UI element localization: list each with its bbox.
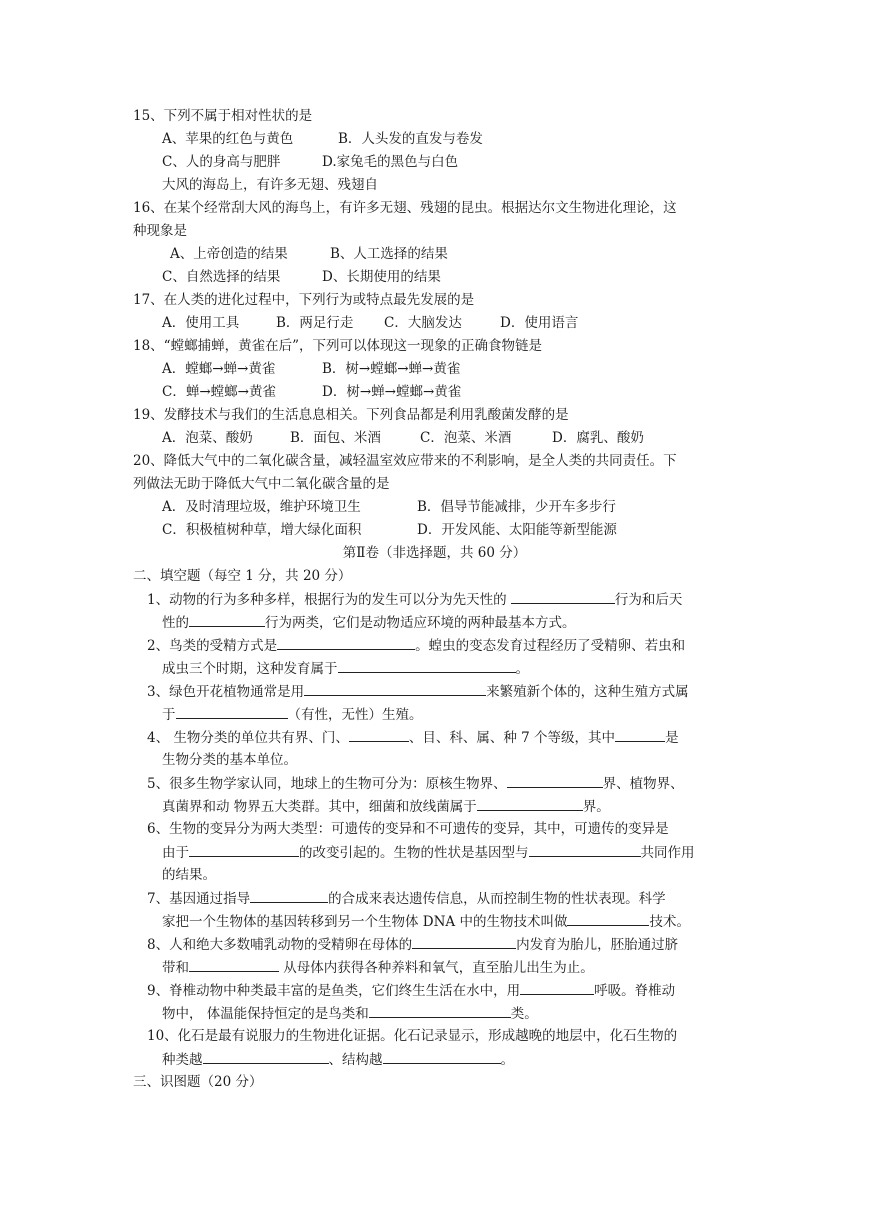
q18-option-c: C．蝉→螳螂→黄雀: [162, 384, 276, 400]
q20-option-d: D．开发风能、太阳能等新型能源: [417, 522, 617, 538]
q16-stem-line1: 16、在某个经常刮大风的海鸟上，有许多无翅、残翅的昆虫。根据达尔文生物进化理论，这: [133, 200, 677, 216]
fill7-line2: 家把一个生物体的基因转移到另一个生物体 DNA 中的生物技术叫做 技术。: [162, 911, 690, 931]
fill7-blank1[interactable]: [250, 888, 328, 903]
fill8-line1: 8、人和绝大多数哺乳动物的受精卵在母体的 内发育为胎儿，胚胎通过脐: [147, 934, 678, 954]
q17-option-d: D．使用语言: [500, 315, 579, 331]
fill4-line2: 生物分类的基本单位。: [162, 752, 297, 768]
q16-option-b: B、人工选择的结果: [330, 246, 448, 262]
fill2-line1: 2、鸟类的受精方式是 。蝗虫的变态发育过程经历了受精卵、若虫和: [147, 635, 685, 655]
q16-option-c: C、自然选择的结果: [162, 269, 281, 285]
q19-option-b: B．面包、米酒: [290, 430, 381, 446]
fill6-line1: 6、生物的变异分为两大类型：可遗传的变异和不可遗传的变异，其中，可遗传的变异是: [147, 821, 669, 837]
q20-stem-line1: 20、降低大气中的二氧化碳含量，减轻温室效应带来的不利影响，是全人类的共同责任。下: [133, 453, 677, 469]
q16-option-d: D、长期使用的结果: [322, 269, 441, 285]
fill2-blank2[interactable]: [338, 658, 516, 673]
fill1-blank1[interactable]: [511, 589, 615, 604]
q18-option-d: D．树→蝉→螳螂→黄雀: [322, 384, 462, 400]
fill10-blank1[interactable]: [203, 1049, 329, 1064]
fill10-blank2[interactable]: [383, 1049, 501, 1064]
q18-stem: 18、“螳螂捕蝉，黄雀在后”，下列可以体现这一现象的正确食物链是: [133, 338, 542, 354]
part2-title: 第Ⅱ卷（非选择题，共 60 分）: [342, 545, 527, 561]
q15-stem: 15、下列不属于相对性状的是: [133, 108, 313, 124]
q16-stem-line2: 种现象是: [133, 223, 187, 239]
fill5-line2: 真菌界和动 物界五大类群。其中，细菌和放线菌属于 界。: [162, 796, 610, 816]
q15-option-b: B．人头发的直发与卷发: [338, 131, 483, 147]
q20-stem-line2: 列做法无助于降低大气中二氧化碳含量的是: [133, 476, 390, 492]
q17-option-a: A．使用工具: [162, 315, 240, 331]
fill4-blank2[interactable]: [615, 727, 665, 742]
fill2-line2: 成虫三个时期，这种发育属于 。: [162, 658, 529, 678]
fill8-line2: 带和 从母体内获得各种养料和氧气，直至胎儿出生为止。: [162, 957, 594, 977]
q17-option-c: C．大脑发达: [384, 315, 462, 331]
fill1-line1: 1、动物的行为多种多样，根据行为的发生可以分为先天性的 行为和后天: [147, 589, 682, 609]
fill7-line1: 7、基因通过指导 的合成来表达遗传信息，从而控制生物的性状表现。科学: [147, 888, 666, 908]
q18-option-a: A．螳螂→蝉→黄雀: [162, 361, 276, 377]
q20-option-c: C．积极植树种草，增大绿化面积: [162, 522, 362, 538]
q18-option-b: B．树→螳螂→蝉→黄雀: [322, 361, 461, 377]
q17-option-b: B．两足行走: [276, 315, 354, 331]
q15-option-d: D.家兔毛的黑色与白色: [322, 154, 459, 170]
fill8-blank1[interactable]: [412, 934, 516, 949]
section3-title: 三、识图题（20 分）: [133, 1074, 263, 1090]
fill6-line3: 的结果。: [162, 867, 216, 883]
fill9-blank2[interactable]: [369, 1003, 511, 1018]
fill1-blank2[interactable]: [189, 612, 265, 627]
fill10-line1: 10、化石是最有说服力的生物进化证据。化石记录显示，形成越晚的地层中，化石生物的: [147, 1028, 678, 1044]
q19-option-c: C．泡菜、米酒: [420, 430, 512, 446]
fill4-blank1[interactable]: [349, 727, 409, 742]
q16-option-a: A、上帝创造的结果: [170, 246, 288, 262]
fill5-line1: 5、很多生物学家认同，地球上的生物可分为：原核生物界、 界、植物界、: [147, 773, 684, 793]
fill1-line2: 性的 行为两类，它们是动物适应环境的两种最基本方式。: [162, 612, 576, 632]
fill3-blank2[interactable]: [176, 704, 288, 719]
fill3-line2: 于 （有性，无性）生殖。: [162, 704, 423, 724]
fill5-blank1[interactable]: [507, 773, 603, 788]
fill3-line1: 3、绿色开花植物通常是用 来繁殖新个体的，这种生殖方式属: [147, 681, 689, 701]
fill9-line1: 9、脊椎动物中种类最丰富的是鱼类，它们终生生活在水中，用 呼吸。脊椎动: [147, 980, 675, 1000]
fill4-line1: 4、 生物分类的单位共有界、门、 、目、科、属、种 7 个等级，其中 是: [147, 727, 679, 747]
q15-option-c: C、人的身高与肥胖: [162, 154, 281, 170]
q19-option-a: A．泡菜、酸奶: [162, 430, 253, 446]
section2-title: 二、填空题（每空 1 分，共 20 分）: [133, 568, 352, 584]
q19-option-d: D．腐乳、酸奶: [552, 430, 644, 446]
fill8-blank2[interactable]: [189, 957, 279, 972]
fill9-blank1[interactable]: [520, 980, 594, 995]
q19-stem: 19、发酵技术与我们的生活息息相关。下列食品都是利用乳酸菌发酵的是: [133, 407, 569, 423]
q20-option-b: B．倡导节能减排，少开车多步行: [417, 499, 616, 515]
fill7-blank2[interactable]: [567, 911, 649, 926]
fill6-blank2[interactable]: [529, 842, 641, 857]
fill2-blank1[interactable]: [277, 635, 415, 650]
fill6-line2: 由于 的改变引起的。生物的性状是基因型与 共同作用: [162, 842, 695, 862]
q20-option-a: A．及时清理垃圾，维护环境卫生: [162, 499, 361, 515]
fill9-line2: 物中， 体温能保持恒定的是鸟类和 类。: [162, 1003, 538, 1023]
q15-stray-text: 大风的海岛上，有许多无翅、残翅自: [162, 177, 378, 193]
q15-option-a: A、苹果的红色与黄色: [162, 131, 294, 147]
q17-stem: 17、在人类的进化过程中，下列行为或特点最先发展的是: [133, 292, 475, 308]
fill6-blank1[interactable]: [189, 842, 299, 857]
fill3-blank1[interactable]: [304, 681, 486, 696]
fill10-line2: 种类越 、结构越 。: [162, 1049, 514, 1069]
fill5-blank2[interactable]: [477, 796, 583, 811]
